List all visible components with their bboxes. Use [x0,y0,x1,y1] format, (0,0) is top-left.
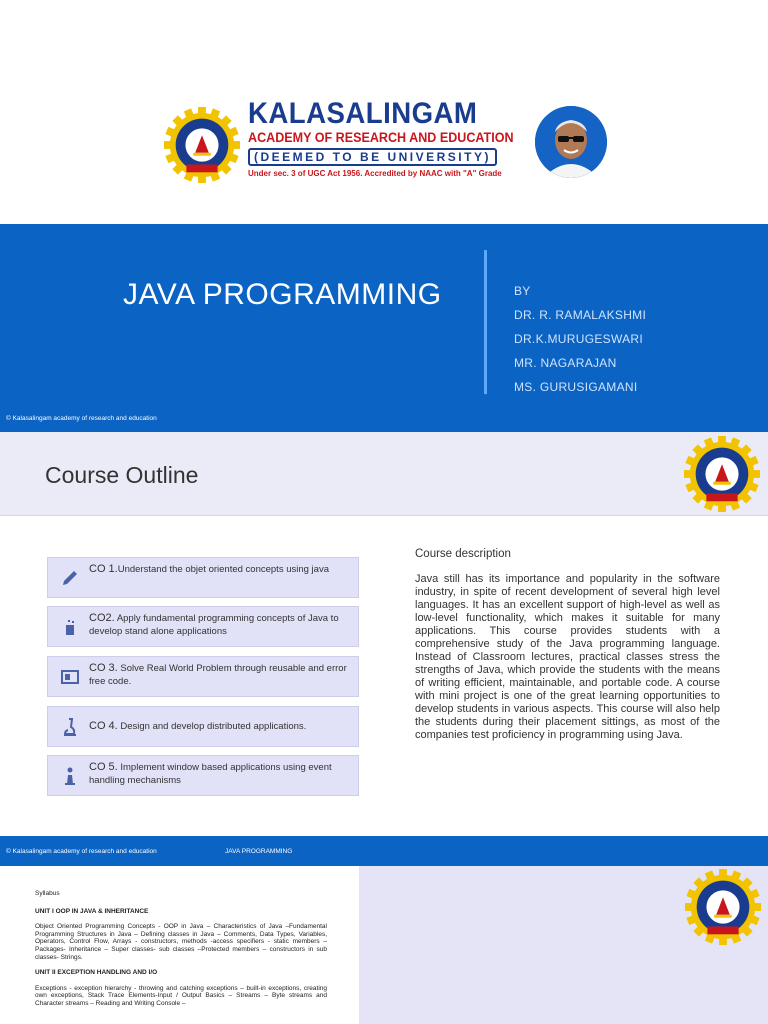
by-label: BY [514,284,531,298]
course-outcome-4 [47,706,359,747]
chess-piece-icon [60,766,80,786]
founder-portrait [535,106,607,178]
description-body: Java still has its importance and popularity in the software industry, in spite of recent development of several high level languages. It has an excellent support of high-level as well as low-level functionality, which makes it suitable for many applications. This course provides students with a comprehensive study of the Java programming language. Instead of Classroom lectures, practical classes stress the strengths of Java, which provide the students with the means of writing efficient, maintainable, and portable code. A course with mini project is one of the great learning opportunities to develop students in various aspects. This course will also help the students during their placement sittings, as most of the companies test proficiency in programming using Java. [415,573,720,741]
unit-1-title: UNIT I OOP IN JAVA & INHERITANCE [35,907,149,915]
brand-deemed: (DEEMED TO BE UNIVERSITY) [248,148,497,166]
microscope-icon [60,717,80,737]
university-seal-icon [684,868,762,946]
divider-bar [484,250,487,394]
unit-1-text: Object Oriented Programming Concepts - OOP in Java – Characteristics of Java –Fundamental Programming Structures in Java – Defining classes in Java – Comments, Data Types, Variables, Operators, Control Flow, Arrays - constructors, methods -access specifiers - static members – Packages- Inheritance – Super classes- sub classes –Protected members – constructors in sub classes- Strings. [35,923,327,961]
unit-2-title: UNIT II EXCEPTION HANDLING AND I/O [35,969,158,977]
university-logo [163,98,608,184]
university-seal-icon [163,106,241,184]
university-seal-icon [683,435,761,513]
brand-accreditation: Under sec. 3 of UGC Act 1956. Accredited by NAAC with "A" Grade [248,169,502,178]
book-icon [60,667,80,687]
syllabus-slide [0,866,768,1024]
co-3-text: Solve Real World Problem through reusable and error free code. [89,663,347,687]
footer-copyright: © Kalasalingam academy of research and education [6,848,157,855]
syllabus-title: Syllabus [35,890,60,897]
co-4-text: Design and develop distributed applications. [120,721,307,732]
title-slide [0,0,768,432]
co-1-lead: CO 1. [89,563,118,575]
outline-header [0,432,768,516]
co-5-lead: CO 5. [89,761,118,773]
course-outcome-2 [47,606,359,647]
author-4: MS. GURUSIGAMANI [514,380,638,394]
syllabus-side-panel [359,866,768,1024]
author-3: MR. NAGARAJAN [514,356,617,370]
brand-subtitle: ACADEMY OF RESEARCH AND EDUCATION [248,130,514,145]
course-outcome-1 [47,557,359,598]
outline-title: Course Outline [45,462,199,488]
unit-2-text: Exceptions - exception hierarchy - throwing and catching exceptions – built-in exceptions, creating own exceptions, Stack Trace Elements-Input / Output Basics – Streams – Byte streams and Character streams – Reading and Writing Console – [35,984,327,1007]
co-2-text: Apply fundamental programming concepts of Java to develop stand alone applications [89,613,339,637]
author-1: DR. R. RAMALAKSHMI [514,308,647,322]
co-3-lead: CO 3. [89,662,118,674]
description-heading: Course description [415,548,511,560]
title-band [0,224,768,432]
pencil-icon [60,568,80,588]
author-2: DR.K.MURUGESWARI [514,332,644,346]
copyright-text: © Kalasalingam academy of research and education [6,415,157,422]
co-4-lead: CO 4. [89,720,118,732]
course-outcome-5 [47,755,359,796]
brand-name: KALASALINGAM [248,97,478,130]
co-2-lead: CO2. [89,612,115,624]
course-outcome-3 [47,656,359,697]
course-title: JAVA PROGRAMMING [123,278,442,311]
author-list [514,279,646,399]
co-1-text: Understand the objet oriented concepts using java [117,564,329,575]
flask-icon [60,617,80,637]
syllabus-content [35,890,327,1016]
course-outline-slide [0,432,768,836]
footer-course: JAVA PROGRAMMING [225,848,293,855]
footer-band [0,836,768,866]
co-5-text: Implement window based applications using event handling mechanisms [89,762,332,786]
